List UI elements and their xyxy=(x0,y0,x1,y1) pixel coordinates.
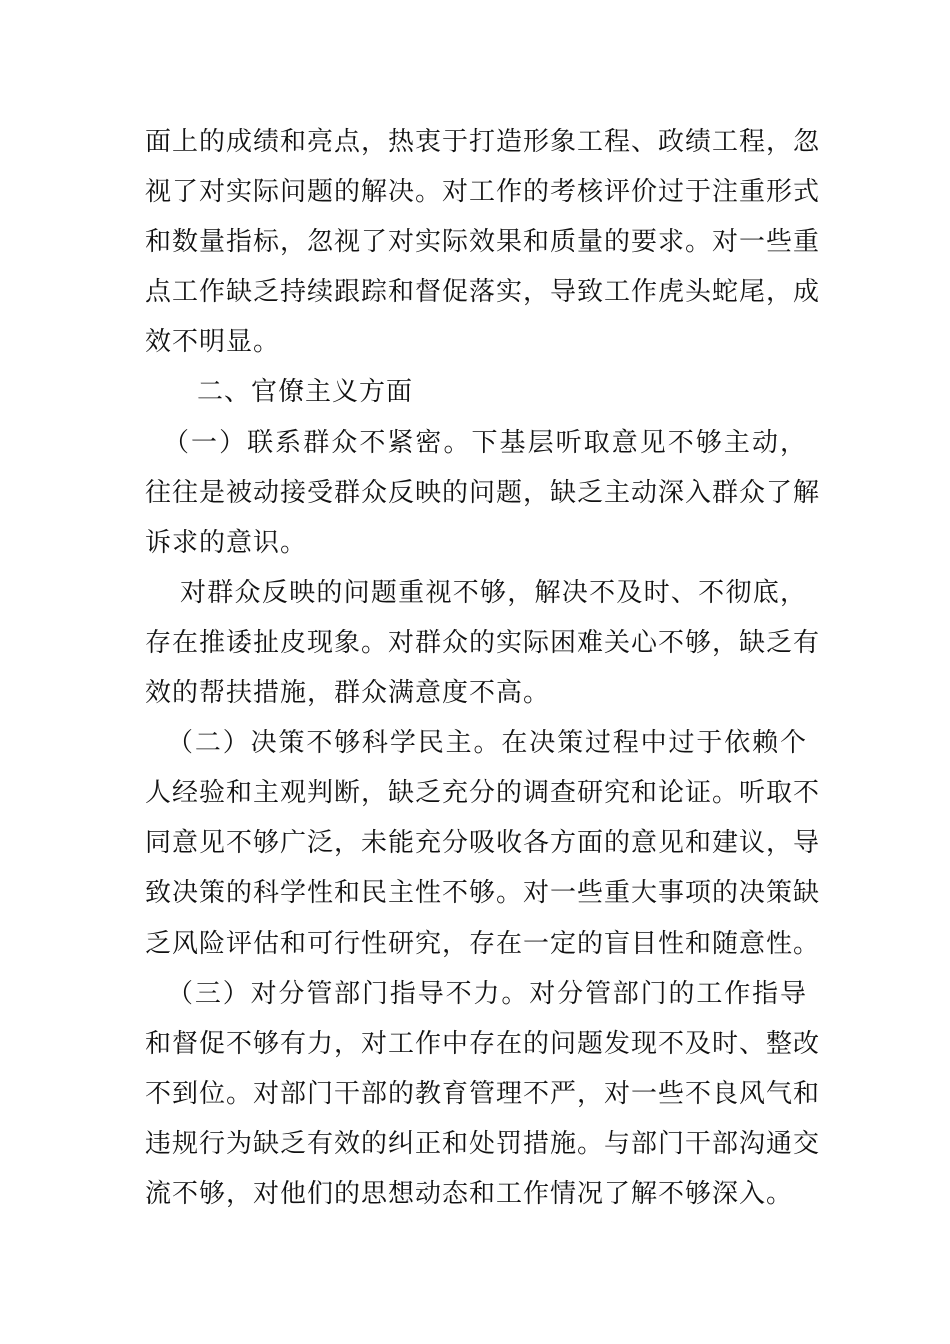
text-line: 效的帮扶措施，群众满意度不高。 xyxy=(145,678,551,709)
text-line: （二）决策不够科学民主。在决策过程中过于依赖个 xyxy=(167,728,807,759)
text-line: 效不明显。 xyxy=(145,327,281,358)
text-line: 往往是被动接受群众反映的问题，缺乏主动深入群众了解 xyxy=(145,477,821,508)
paragraph-item-1-continued xyxy=(145,568,821,718)
text-line: 点工作缺乏持续跟踪和督促落实，导致工作虎头蛇尾，成 xyxy=(145,277,821,308)
text-line: 不到位。对部门干部的教育管理不严，对一些不良风气和 xyxy=(145,1078,821,1109)
paragraph-item-3 xyxy=(145,969,821,1219)
text-line: （三）对分管部门指导不力。对分管部门的工作指导 xyxy=(167,978,807,1009)
section-heading-bureaucracy xyxy=(145,367,807,417)
paragraph-item-1 xyxy=(145,418,821,568)
text-line: 存在推诿扯皮现象。对群众的实际困难关心不够，缺乏有 xyxy=(145,627,821,658)
text-line: 致决策的科学性和民主性不够。对一些重大事项的决策缺 xyxy=(145,878,821,909)
text-line: 违规行为缺乏有效的纠正和处罚措施。与部门干部沟通交 xyxy=(145,1128,821,1159)
paragraph-formalism-continued xyxy=(145,117,821,367)
text-line: 流不够，对他们的思想动态和工作情况了解不够深入。 xyxy=(145,1178,794,1209)
text-line: 对群众反映的问题重视不够，解决不及时、不彻底， xyxy=(180,577,807,608)
document-page xyxy=(145,117,821,1219)
text-line: 和督促不够有力，对工作中存在的问题发现不及时、整改 xyxy=(145,1028,821,1059)
text-line: 诉求的意识。 xyxy=(145,527,308,558)
text-line: 人经验和主观判断，缺乏充分的调查研究和论证。听取不 xyxy=(145,778,821,809)
text-line: 视了对实际问题的解决。对工作的考核评价过于注重形式 xyxy=(145,177,821,208)
paragraph-item-2 xyxy=(145,718,821,968)
text-line: 面上的成绩和亮点，热衷于打造形象工程、政绩工程，忽 xyxy=(145,127,821,157)
text-line: （一）联系群众不紧密。下基层听取意见不够主动， xyxy=(163,427,807,458)
section-heading: 二、官僚主义方面 xyxy=(197,377,414,408)
text-line: 同意见不够广泛，未能充分吸收各方面的意见和建议，导 xyxy=(145,828,821,859)
text-line: 乏风险评估和可行性研究，存在一定的盲目性和随意性。 xyxy=(145,928,821,959)
text-line: 和数量指标，忽视了对实际效果和质量的要求。对一些重 xyxy=(145,227,821,258)
